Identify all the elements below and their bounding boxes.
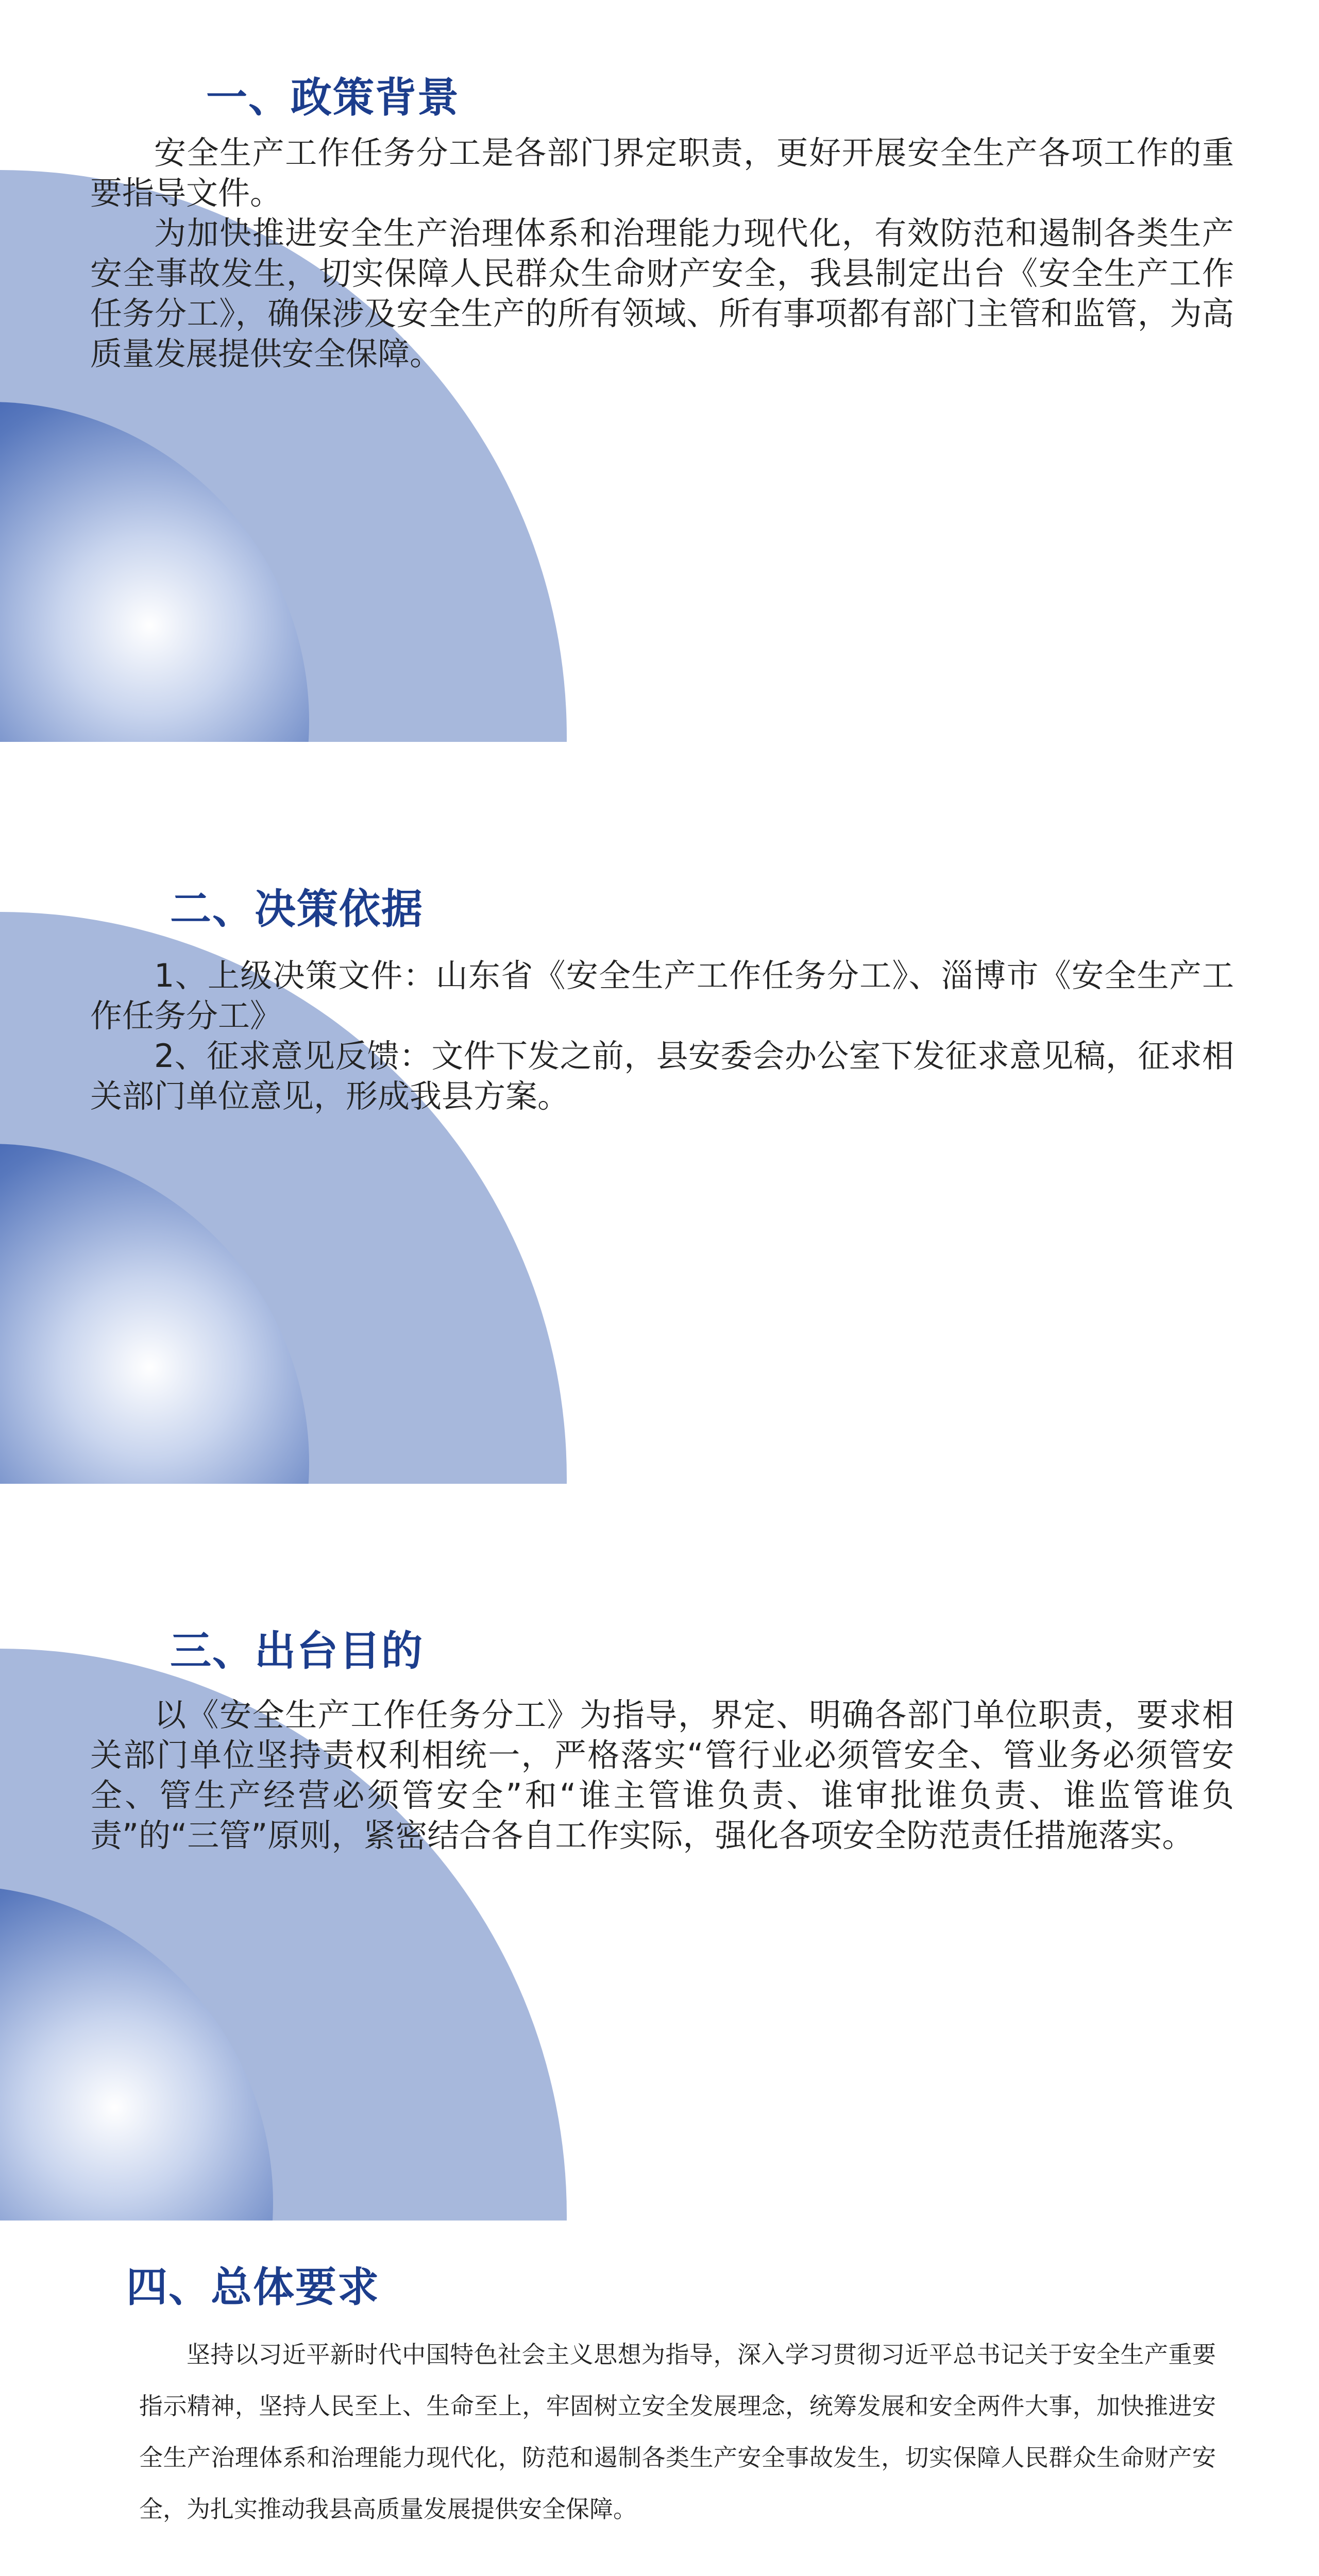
section-paragraph: 为加快推进安全生产治理体系和治理能力现代化，有效防范和遏制各类生产安全事故发生，切实保障人民群众生命财产安全，我县制定出台《安全生产工作任务分工》，确保涉及安全生产的所有领域、所有事项都有部门主管和监管，为高质量发展提供安全保障。 [90,214,1234,372]
section-paragraph: 1、上级决策文件：山东省《安全生产工作任务分工》、淄博市《安全生产工作任务分工》 [90,957,1234,1035]
section-paragraph: 安全生产工作任务分工是各部门界定职责，更好开展安全生产各项工作的重要指导文件。 [90,134,1234,212]
section-title-decision-basis: 二、决策依据 [170,885,424,933]
section-title-policy-background: 一、政策背景 [206,74,460,122]
section-title-purpose: 三、出台目的 [170,1627,424,1675]
section-title-general-requirements: 四、总体要求 [126,2263,380,2311]
section-paragraph: 2、征求意见反馈：文件下发之前，县安委会办公室下发征求意见稿，征求相关部门单位意见，形成我县方案。 [90,1037,1234,1115]
section-paragraph: 以《安全生产工作任务分工》为指导，界定、明确各部门单位职责，要求相关部门单位坚持责权利相统一，严格落实“管行业必须管安全、管业务必须管安全、管生产经营必须管安全”和“谁主管谁负责、谁审批谁负责、谁监管谁负责”的“三管”原则，紧密结合各自工作实际，强化各项安全防范责任措施落实。 [90,1696,1234,1854]
section-paragraph: 坚持以习近平新时代中国特色社会主义思想为指导，深入学习贯彻习近平总书记关于安全生产重要指示精神，坚持人民至上、生命至上，牢固树立安全发展理念，统筹发展和安全两件大事，加快推进安全生产治理体系和治理能力现代化，防范和遏制各类生产安全事故发生，切实保障人民群众生命财产安全，为扎实推动我县高质量发展提供安全保障。 [139,2341,1216,2523]
